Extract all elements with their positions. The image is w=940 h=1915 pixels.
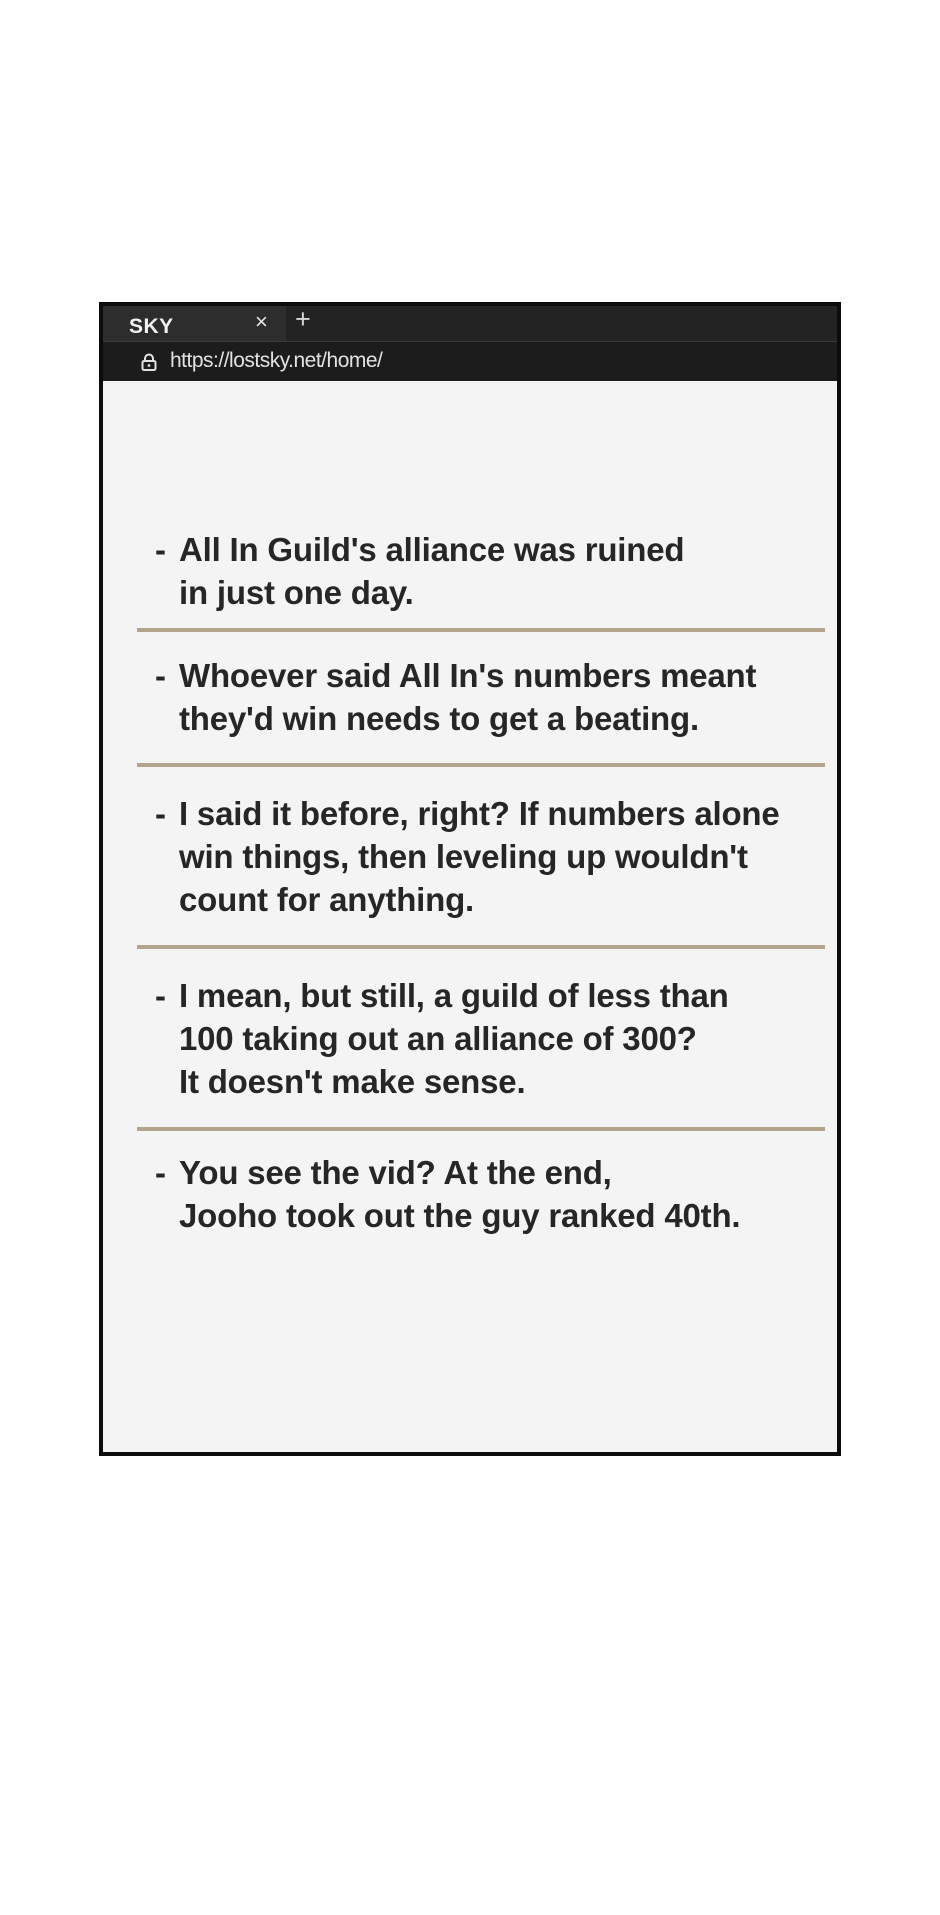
- address-bar[interactable]: [103, 341, 837, 382]
- url-text[interactable]: https://lostsky.net/home/: [170, 349, 383, 372]
- comment-text: All In Guild's alliance was ruined in just one day.: [179, 531, 685, 611]
- comment-text: Whoever said All In's numbers meant they'd win needs to get a beating.: [179, 657, 757, 737]
- divider: [137, 1127, 825, 1131]
- comment-bullet: -: [155, 1154, 166, 1191]
- comment-bullet: -: [155, 795, 166, 832]
- comment-text: I mean, but still, a guild of less than 100 taking out an alliance of 300? It doesn't make sense.: [179, 977, 729, 1100]
- new-tab-plus-icon[interactable]: +: [295, 304, 311, 334]
- page-content: [103, 381, 837, 1452]
- comment-bullet: -: [155, 977, 166, 1014]
- divider: [137, 945, 825, 949]
- divider: [137, 628, 825, 632]
- comment-text: I said it before, right? If numbers alone win things, then leveling up wouldn't count for anything.: [179, 795, 780, 918]
- comment-text: You see the vid? At the end, Jooho took out the guy ranked 40th.: [179, 1154, 741, 1234]
- divider: [137, 763, 825, 767]
- lock-icon: [141, 353, 157, 371]
- comment-bullet: -: [155, 657, 166, 694]
- tab-title: SKY: [129, 315, 174, 338]
- comment-bullet: -: [155, 531, 166, 568]
- tab-strip: [103, 306, 837, 341]
- tab-sky[interactable]: [103, 306, 286, 341]
- tab-close-icon[interactable]: ×: [255, 309, 268, 334]
- browser-window: [99, 302, 841, 1456]
